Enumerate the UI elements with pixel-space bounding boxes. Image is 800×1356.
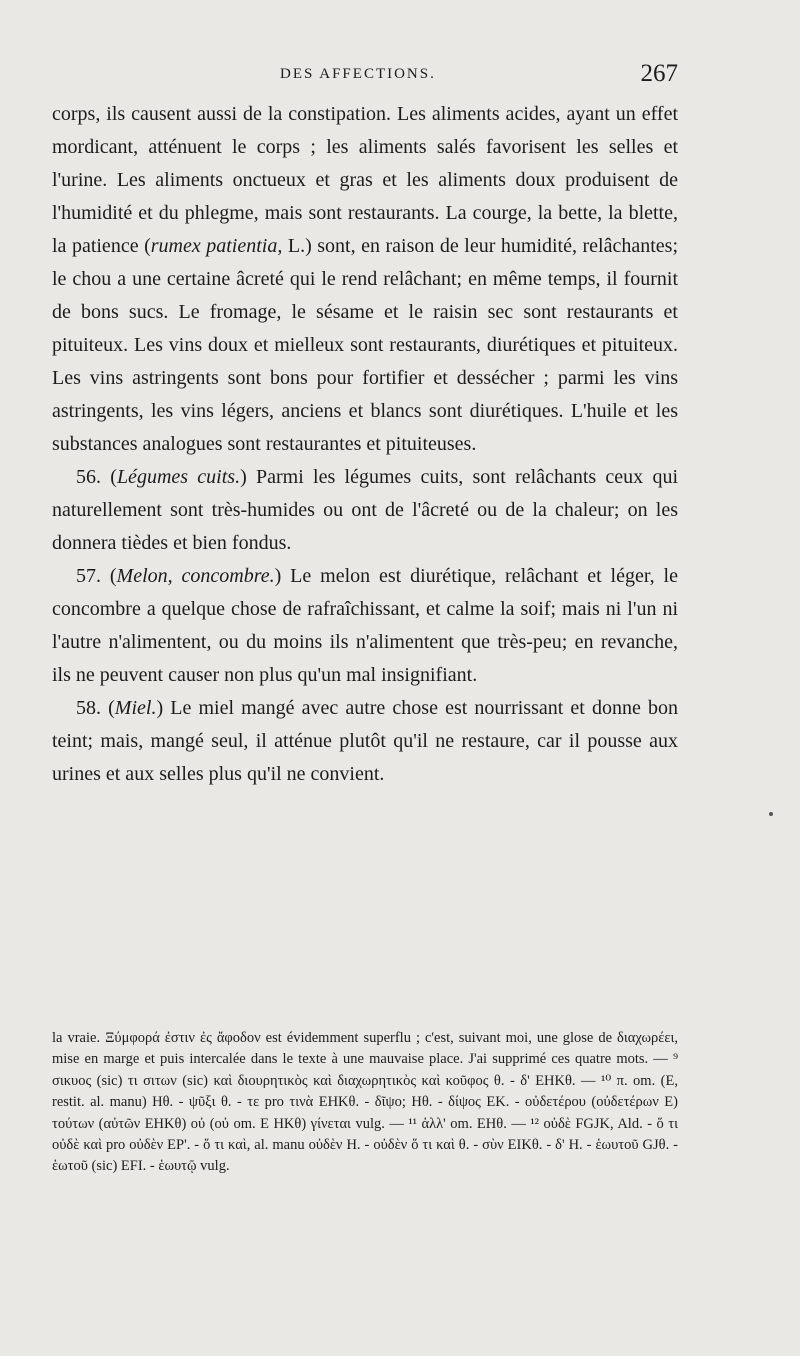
paragraph-58-text: ) Le miel mangé avec autre chose est nourrissant et donne bon teint; mais, mangé seul, il atténue plutôt qu'il ne restaure, car il pousse aux urines et aux selles plus qu'il ne convient. — [52, 697, 678, 785]
paragraph-58-number: 58. ( — [76, 697, 115, 719]
paragraph-57-number: 57. ( — [76, 565, 117, 587]
paragraph-58 — [52, 692, 678, 791]
paragraph-1 — [52, 98, 678, 461]
paragraph-56-text: ) Parmi les légumes cuits, sont relâchants ceux qui naturellement sont très-humides ou ont de l'âcreté ou de la chaleur; on les donnera tièdes et bien fondus. — [52, 466, 678, 554]
paragraph-1-italic: rumex patientia, — [150, 235, 283, 257]
paragraph-56-number: 56. ( — [76, 466, 117, 488]
running-head: DES AFFECTIONS. — [280, 66, 436, 82]
paragraph-58-heading: Miel. — [114, 697, 157, 719]
paper-speck — [769, 812, 773, 816]
page-number: 267 — [640, 60, 678, 87]
footnotes-text: la vraie. Ξύμφορά ἐστιν ἐς ἄφοδον est évidemment superflu ; c'est, suivant moi, une glose de διαχωρέει, mise en marge et puis intercalée dans le texte à une mauvaise place. J'ai supprimé ces quatre mots. — ⁹ σικυος (sic) τι σιτων (sic) καὶ διουρητικὸς καὶ διαχωρητικὸς καὶ κοῦφος θ. - δ' EHKθ. — ¹⁰ π. om. (E, restit. al. manu) Hθ. - ψῦξι θ. - τε pro τινὰ EHKθ. - δῖψο; Hθ. - δίψος EK. - οὐδετέρου (οὐδετέρων E) τούτων (αὐτῶν EHKθ) οὐ (οὐ om. E HKθ) γίνεται vulg. — ¹¹ ἀλλ' om. EHθ. — ¹² οὐδὲ FGJK, Ald. - ὅ τι οὐδὲ καὶ pro οὐδὲν EP'. - ὅ τι καὶ, al. manu οὐδὲν H. - οὐδὲν ὅ τι καὶ θ. - σὺν EIKθ. - δ' H. - ἑωυτοῦ GJθ. - ἑωτοῦ (sic) EFI. - ἑωυτῷ vulg. — [52, 1030, 678, 1175]
paragraph-57-heading: Melon, concombre. — [116, 565, 275, 587]
paragraph-57-text: ) Le melon est diurétique, relâchant et léger, le concombre a quelque chose de rafraîchissant, et calme la soif; mais ni l'un ni l'autre n'alimentent, ou du moins ils n'alimentent que très-peu; en revanche, ils ne peuvent causer non plus qu'un mal insignifiant. — [52, 565, 678, 686]
paragraph-56-heading: Légumes cuits. — [116, 466, 241, 488]
paragraph-1-text-a: corps, ils causent aussi de la constipation. Les aliments acides, ayant un effet mordicant, atténuent le corps ; les aliments salés favorisent les selles et l'urine. Les aliments onctueux et gras et les aliments doux produisent de l'humidité et du phlegme, mais sont restaurants. La courge, la bette, la blette, la patience ( — [52, 103, 678, 257]
paragraph-57 — [52, 560, 678, 692]
paragraph-1-text-b: L.) sont, en raison de leur humidité, relâchantes; le chou a une certaine âcreté qui le rend relâchant; en même temps, il fournit de bons sucs. Le fromage, le sésame et le raisin sec sont restaurants et pituiteux. Les vins doux et mielleux sont restaurants, diurétiques et pituiteux. Les vins astringents sont bons pour fortifier et dessécher ; parmi les vins astringents, les vins légers, anciens et blancs sont diurétiques. L'huile et les substances analogues sont restaurantes et pituiteuses. — [52, 235, 679, 455]
paragraph-56 — [52, 461, 678, 560]
footnotes — [52, 1028, 678, 1178]
body-text — [52, 98, 678, 791]
